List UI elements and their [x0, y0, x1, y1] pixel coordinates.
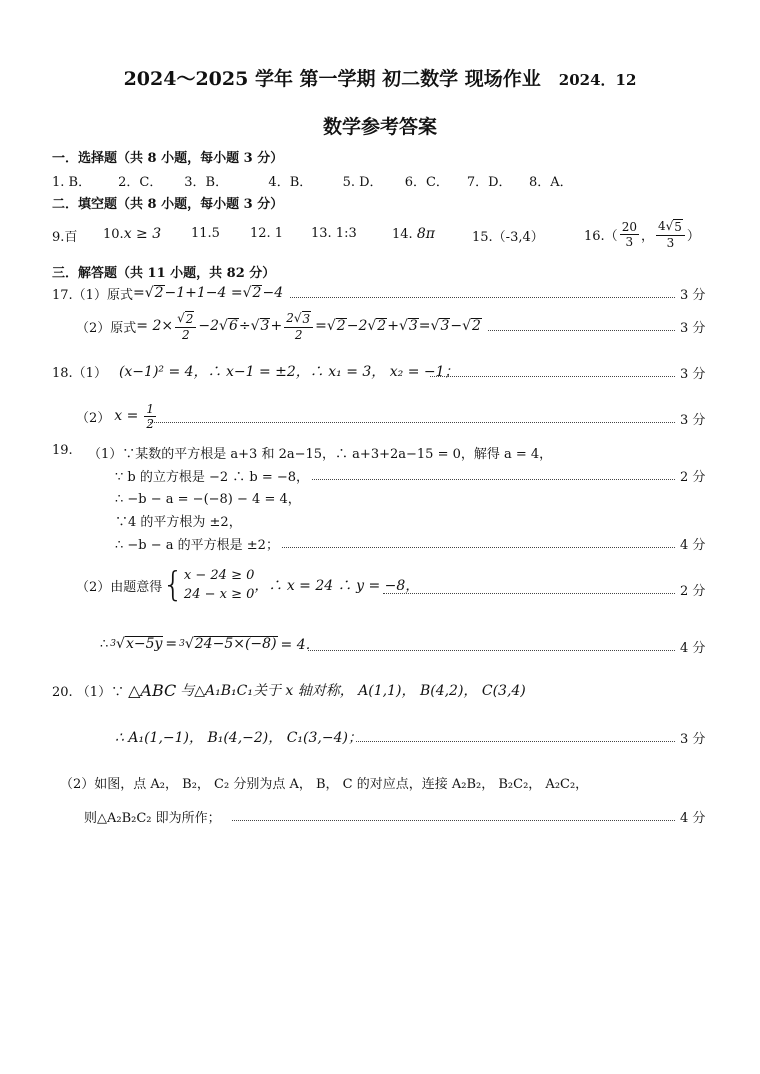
fill-answer-16-close: ） — [686, 228, 700, 244]
leader-dots — [232, 820, 675, 821]
q18-p2-score: 3 分 — [680, 413, 706, 428]
fill-answer-16: 16.（ $\frac{20}{3}$ ， 4√ 5 3 ） — [584, 218, 700, 250]
fill-answer-13: 13. 1:3 — [311, 226, 357, 241]
page-title — [0, 64, 760, 91]
q19-brace: { — [162, 565, 184, 605]
q19-line1: （1）∵某数的平方根是 a+3 和 2a−15，∴ a+3+2a−15 = 0，解得 a = 4， — [88, 447, 553, 462]
q17-expr-end: −4 — [262, 285, 284, 301]
title-date: 2024．12 — [558, 71, 637, 89]
q19-p2-line2: ∴ 3 √ x−5y = 3 √ 24−5×(−8) = 4． — [100, 636, 320, 653]
answer-6: 6．C． — [404, 175, 449, 190]
answer-8: 8．A． — [528, 175, 573, 190]
q17-p2-label: （2）原式 — [76, 320, 137, 336]
leader-dots — [383, 593, 675, 594]
fill-answer-16-label: 16.（ — [584, 228, 618, 244]
q18-part2 — [76, 396, 158, 436]
fill-answer-11: 11.5 — [191, 226, 220, 241]
title-text: 2024～2025 学年 第一学期 初二数学 现场作业 — [123, 68, 541, 90]
fill-answer-10 — [103, 226, 161, 242]
section2-heading: 二．填空题（共 8 小题，每小题 3 分） — [52, 197, 284, 212]
q17-part1 — [52, 284, 283, 302]
q19-p2-line2-score: 4 分 — [680, 641, 706, 656]
fill-answer-16-frac-a: $\frac{20}{3}$ — [621, 219, 637, 249]
fill-answer-14 — [392, 226, 435, 242]
leader-dots — [290, 297, 675, 298]
fill-answer-14-value: 8π — [416, 226, 435, 242]
q19-l2-score: 2 分 — [680, 470, 706, 485]
section1-heading: 一．选择题（共 8 小题，每小题 3 分） — [52, 151, 284, 166]
leader-dots — [308, 650, 675, 651]
q18-p2-frac: $\frac{1}{2}$ — [146, 401, 154, 431]
answer-1: 1. B． — [52, 175, 92, 190]
leader-dots — [312, 479, 675, 480]
fill-answer-12: 12. 1 — [250, 226, 284, 241]
q18-p1-score: 3 分 — [680, 367, 706, 382]
q20-part2-line1: （2）如图，点 A₂， B₂， C₂ 分别为点 A， B， C 的对应点，连接 A₂B₂， B₂C₂， A₂C₂， — [60, 777, 589, 792]
fill-answer-15: 15.（-3,4） — [472, 230, 544, 245]
q17-expr-mid: −1+1−4 = — [164, 285, 243, 301]
q19-system: x − 24 ≥ 0 24 − x ≥ 0 — [183, 568, 255, 602]
q18-p2-label: （2） — [76, 410, 111, 426]
q17-p2-expr: = 2× — [136, 318, 174, 334]
q20-line1 — [52, 680, 526, 700]
q19-line4: ∵4 的平方根为 ±2， — [115, 515, 242, 530]
q19-p2-after: ，∴ x = 24 ∴ y = −8， — [254, 578, 420, 594]
leader-dots — [282, 547, 675, 548]
q18-part1 — [52, 362, 459, 380]
q19-p2-score: 2 分 — [680, 584, 706, 599]
leader-dots — [356, 741, 675, 742]
q19-l5-score: 4 分 — [680, 538, 706, 553]
leader-dots — [488, 330, 675, 331]
q18-p2-text: x = — [114, 408, 139, 424]
answer-5: 5. D． — [342, 175, 383, 190]
page-subtitle: 数学参考答案 — [322, 116, 437, 138]
q17-part2: （2）原式 = 2× √ 2 2 −2 √ 6 ÷ √ 3 + 2√ 3 2 = √ 2 −2 √ 2 + √ 3 = √ 3 − √ 2 — [76, 310, 481, 342]
q17-label: 17.（1）原式 — [52, 287, 133, 303]
q18-label: 18.（1） — [52, 365, 107, 381]
answer-3: 3．B． — [184, 175, 229, 190]
q17-p2-score: 3 分 — [680, 321, 706, 336]
section3-heading: 三．解答题（共 11 小题，共 82 分） — [52, 266, 276, 281]
q17-p1-score: 3 分 — [680, 288, 706, 303]
q19-p2-label: （2）由题意得 — [76, 579, 163, 595]
q20-label: 20. （1）∵ — [52, 684, 125, 700]
q19-line5: ∴ −b − a 的平方根是 ±2； — [115, 538, 279, 553]
leader-dots — [430, 376, 675, 377]
answer-2: 2．C． — [118, 175, 163, 190]
answer-4: 4．B． — [268, 175, 313, 190]
section1-answers — [52, 171, 579, 190]
q19-line3: ∴ −b − a = −(−8) − 4 = 4， — [115, 492, 301, 507]
q20-p2-score: 4 分 — [680, 811, 706, 826]
q20-line2: ∴ A₁(1,−1)， B₁(4,−2)， C₁(3,−4)； — [115, 730, 362, 746]
q17-eq: = — [132, 285, 145, 301]
q20-l2-score: 3 分 — [680, 732, 706, 747]
q19-label: 19. — [52, 443, 73, 458]
q20-l1-rest: 与△A₁B₁C₁关于 x 轴对称， A(1,1)， B(4,2)， C(3,4) — [180, 683, 526, 699]
q20-part2-line2: 则△A₂B₂C₂ 即为所作； — [84, 811, 221, 826]
q19-part2 — [76, 563, 419, 607]
fill-answer-10-label: 10. — [103, 227, 124, 242]
q17-sqrt2b: √ 2 — [242, 285, 262, 301]
q17-p2-frac1: √ 2 2 — [175, 311, 196, 342]
leader-dots — [148, 422, 675, 423]
q17-p2-frac2: 2√ 3 2 — [284, 311, 313, 342]
fill-answer-10-value: x ≥ 3 — [123, 226, 162, 242]
fill-answer-16-frac-b: 4√ 5 3 — [656, 219, 685, 250]
q20-abc: △ABC — [128, 680, 177, 700]
fill-answer-9: 9.百 — [52, 230, 78, 245]
q18-p1-text: (x−1)² = 4，∴ x−1 = ±2，∴ x₁ = 3， x₂ = −1； — [118, 364, 459, 380]
fill-answer-14-label: 14. — [392, 227, 413, 242]
q17-sqrt2: √ 2 — [144, 285, 164, 301]
answer-7: 7．D． — [466, 175, 512, 190]
q19-therefore: ∴ — [100, 636, 109, 652]
q19-line2: ∵ b 的立方根是 −2 ∴ b = −8， — [115, 470, 310, 485]
